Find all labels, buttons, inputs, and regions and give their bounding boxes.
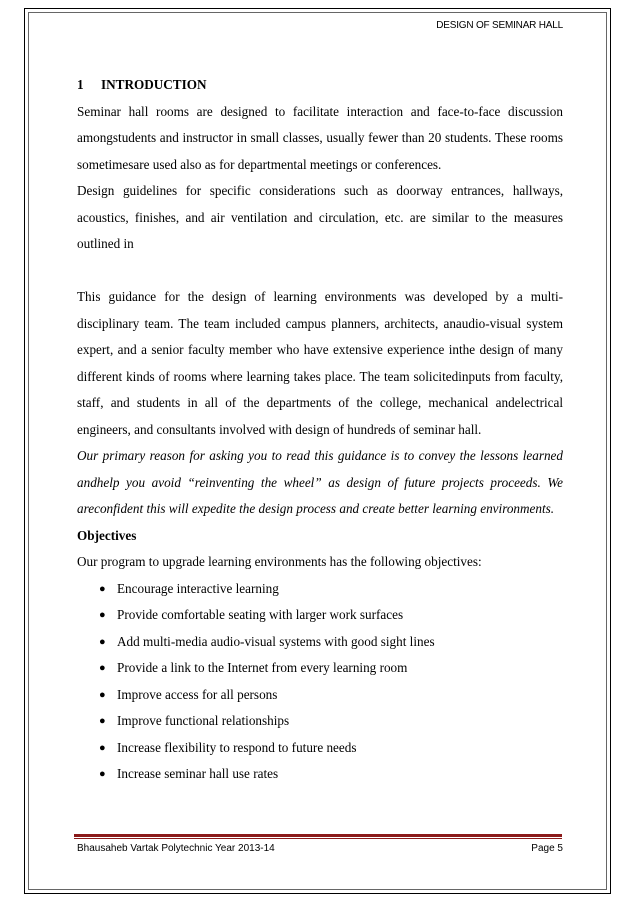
- footer-institution: Bhausaheb Vartak Polytechnic Year 2013-14: [77, 843, 275, 854]
- blank-line: [77, 258, 563, 285]
- bullet-icon: ●: [99, 635, 106, 648]
- section-title: INTRODUCTION: [101, 77, 207, 92]
- page-number: Page 5: [531, 843, 563, 854]
- bullet-icon: ●: [99, 582, 106, 595]
- list-item-text: Increase seminar hall use rates: [117, 766, 279, 781]
- list-item-text: Improve access for all persons: [117, 686, 278, 702]
- bullet-icon: ●: [99, 715, 106, 727]
- paragraph-4-italic: Our primary reason for asking you to read this guidance is to convey the lessons learned andhelp you avoid “reinventing the wheel” as design of future projects proceeds. We areconfident this will expedite the design process and create better learning environments.: [77, 448, 563, 516]
- list-item-text: Provide comfortable seating with larger work surfaces: [117, 607, 404, 622]
- paragraph-2: Design guidelines for specific considerations such as doorway entrances, hallways, acoustics, finishes, and air ventilation and circulation, etc. are similar to the measures outlined in: [77, 183, 563, 251]
- document-body: [77, 72, 563, 788]
- bullet-icon: ●: [99, 662, 106, 674]
- list-item-text: Provide a link to the Internet from every learning room: [117, 660, 408, 675]
- bullet-icon: ●: [99, 768, 106, 780]
- paragraph-1: Seminar hall rooms are designed to facilitate interaction and face-to-face discussion amongstudents and instructor in small classes, usually fewer than 20 students. These rooms sometimesare used also as for departmental meetings or conferences.: [77, 103, 563, 172]
- running-header: DESIGN OF SEMINAR HALL: [436, 20, 563, 31]
- section-number: 1: [77, 77, 84, 92]
- objectives-list: [77, 576, 563, 788]
- list-item: [77, 602, 563, 629]
- list-item-text: Add multi-media audio-visual systems with good sight lines: [117, 633, 435, 649]
- bullet-icon: ●: [99, 688, 106, 701]
- list-item: [77, 655, 563, 682]
- list-item: [77, 761, 563, 788]
- objectives-heading: Objectives: [77, 527, 137, 543]
- objectives-intro: Our program to upgrade learning environments has the following objectives:: [77, 554, 482, 569]
- list-item: [77, 682, 563, 709]
- paragraph-3: This guidance for the design of learning environments was developed by a multi-disciplinary team. The team included campus planners, architects, anaudio-visual system expert, and a senior faculty member who have extensive experience inthe design of many different kinds of rooms where learning takes place. The team solicitedinputs from faculty, staff, and students in all of the departments of the college, mechanical andelectrical engineers, and consultants involved with design of hundreds of seminar hall.: [77, 289, 563, 437]
- list-item: [77, 576, 563, 603]
- list-item-text: Increase flexibility to respond to future needs: [117, 739, 357, 755]
- section-heading: [77, 72, 563, 99]
- bullet-icon: ●: [99, 741, 106, 754]
- footer-divider: [74, 834, 562, 837]
- page-footer: [77, 843, 563, 854]
- list-item-text: Improve functional relationships: [117, 713, 290, 728]
- list-item: [77, 735, 563, 762]
- list-item: [77, 708, 563, 735]
- bullet-icon: ●: [99, 609, 106, 621]
- list-item-text: Encourage interactive learning: [117, 580, 279, 596]
- list-item: [77, 629, 563, 656]
